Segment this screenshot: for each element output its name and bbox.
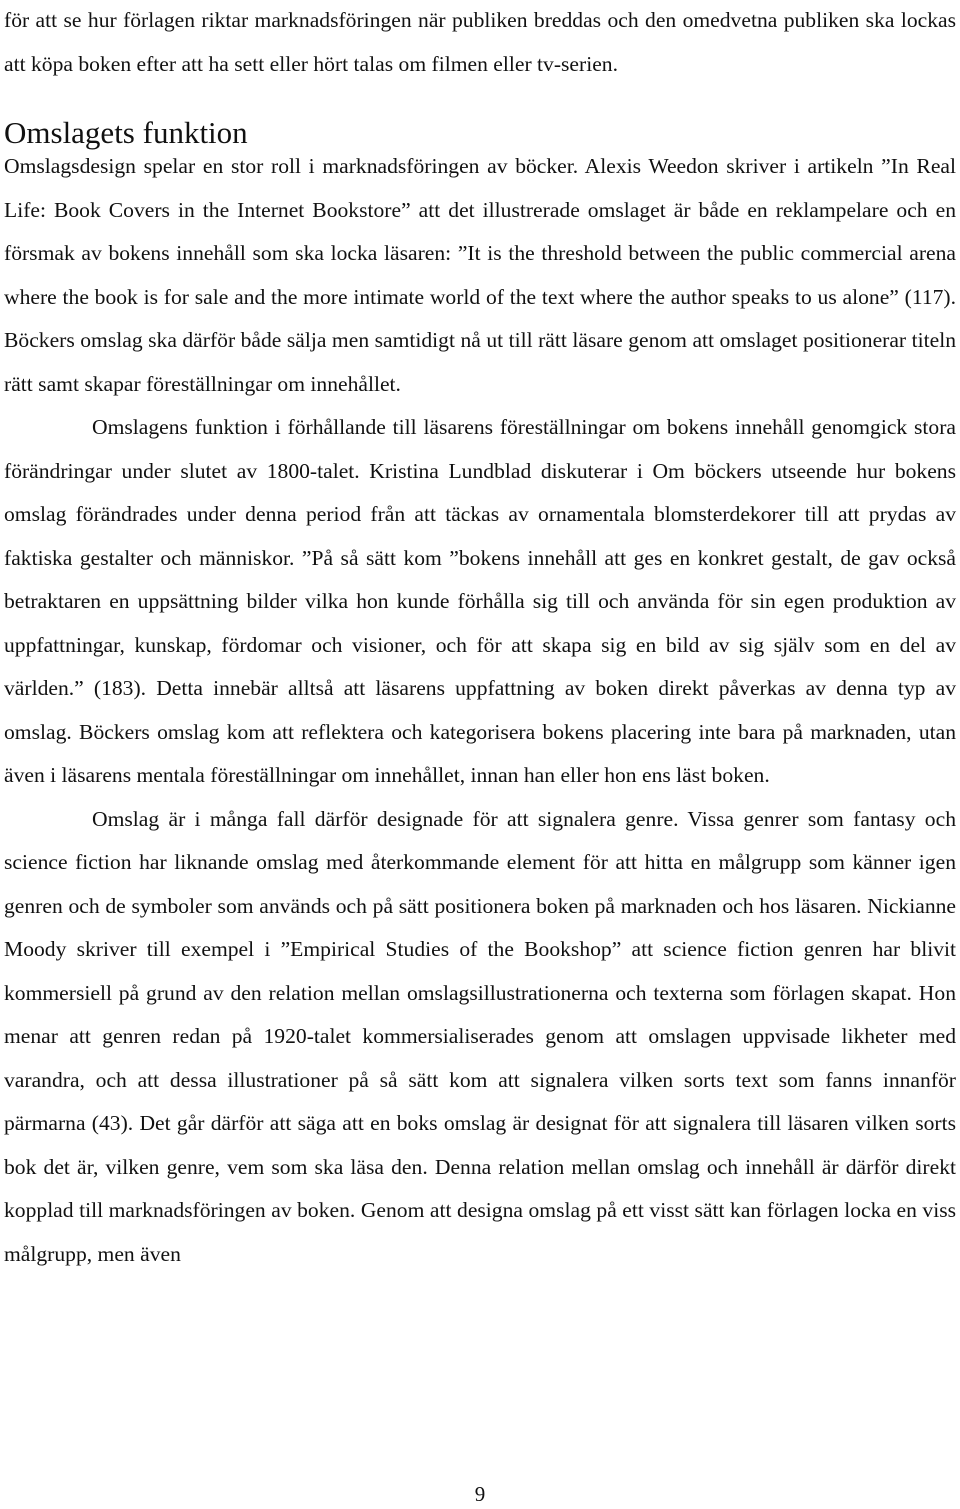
intro-paragraph: för att se hur förlagen riktar marknadsföringen när publiken breddas och den omedvetna publiken ska lockas att köpa boken efter att ha sett eller hört talas om filmen eller tv-serien. <box>4 8 956 76</box>
page-number: 9 <box>474 1482 486 1506</box>
body-paragraph-1: Omslagsdesign spelar en stor roll i marknadsföringen av böcker. Alexis Weedon skriver i artikeln ”In Real Life: Book Covers in the Internet Bookstore” att det illustrerade omslaget är både en reklampelare och en försmak av bokens innehåll som ska locka läsaren: ”It is the threshold between the public commercial arena where the book is for sale and the more intimate world of the text where the author speaks to us alone” (117). Böckers omslag ska därför både sälja men samtidigt nå ut till rätt läsare genom att omslaget positionerar titeln rätt samt skapar föreställningar om innehållet. <box>4 154 956 396</box>
section-heading: Omslagets funktion <box>4 115 248 150</box>
document-page <box>4 0 956 1276</box>
body-paragraph-2: Omslagens funktion i förhållande till läsarens föreställningar om bokens innehåll genomgick stora förändringar under slutet av 1800-talet. Kristina Lundblad diskuterar i Om böckers utseende hur bokens omslag förändrades under denna period från att täckas av ornamentala blomsterdekorer till att prydas av faktiska gestalter och människor. ”På så sätt kom ”bokens innehåll att ges en konkret gestalt, de gav också betraktaren en uppsättning bilder vilka hon kunde förhålla sig till och använda för sin egen produktion av uppfattningar, kunskap, fördomar och visioner, och för att skapa sig en bild av sig själv som en del av världen.” (183). Detta innebär alltså att läsarens uppfattning av boken direkt påverkas av denna typ av omslag. Böckers omslag kom att reflektera och kategorisera bokens placering inte bara på marknaden, utan även i läsarens mentala föreställningar om innehållet, innan han eller hon ens läst boken. <box>4 415 956 787</box>
body-paragraph-3: Omslag är i många fall därför designade för att signalera genre. Vissa genrer som fantasy och science fiction har liknande omslag med återkommande element för att hitta en målgrupp som känner igen genren och de symboler som används och på sätt positionera boken på marknaden och hos läsaren. Nickianne Moody skriver till exempel i ”Empirical Studies of the Bookshop” att science fiction genren har blivit kommersiell på grund av den relation mellan omslagsillustrationerna och texterna som förlagen skapat. Hon menar att genren redan på 1920-talet kommersialiserades genom att omslagen uppvisade likheter med varandra, och att dessa illustrationer på så sätt kom att signalera vilken sorts text som fanns innanför pärmarna (43). Det går därför att säga att en boks omslag är designat för att signalera till läsaren vilken sorts bok det är, vilken genre, vem som ska läsa den. Denna relation mellan omslag och innehåll är därför direkt kopplad till marknadsföringen av boken. Genom att designa omslag på ett visst sätt kan förlagen locka en viss målgrupp, men även <box>4 806 956 1266</box>
